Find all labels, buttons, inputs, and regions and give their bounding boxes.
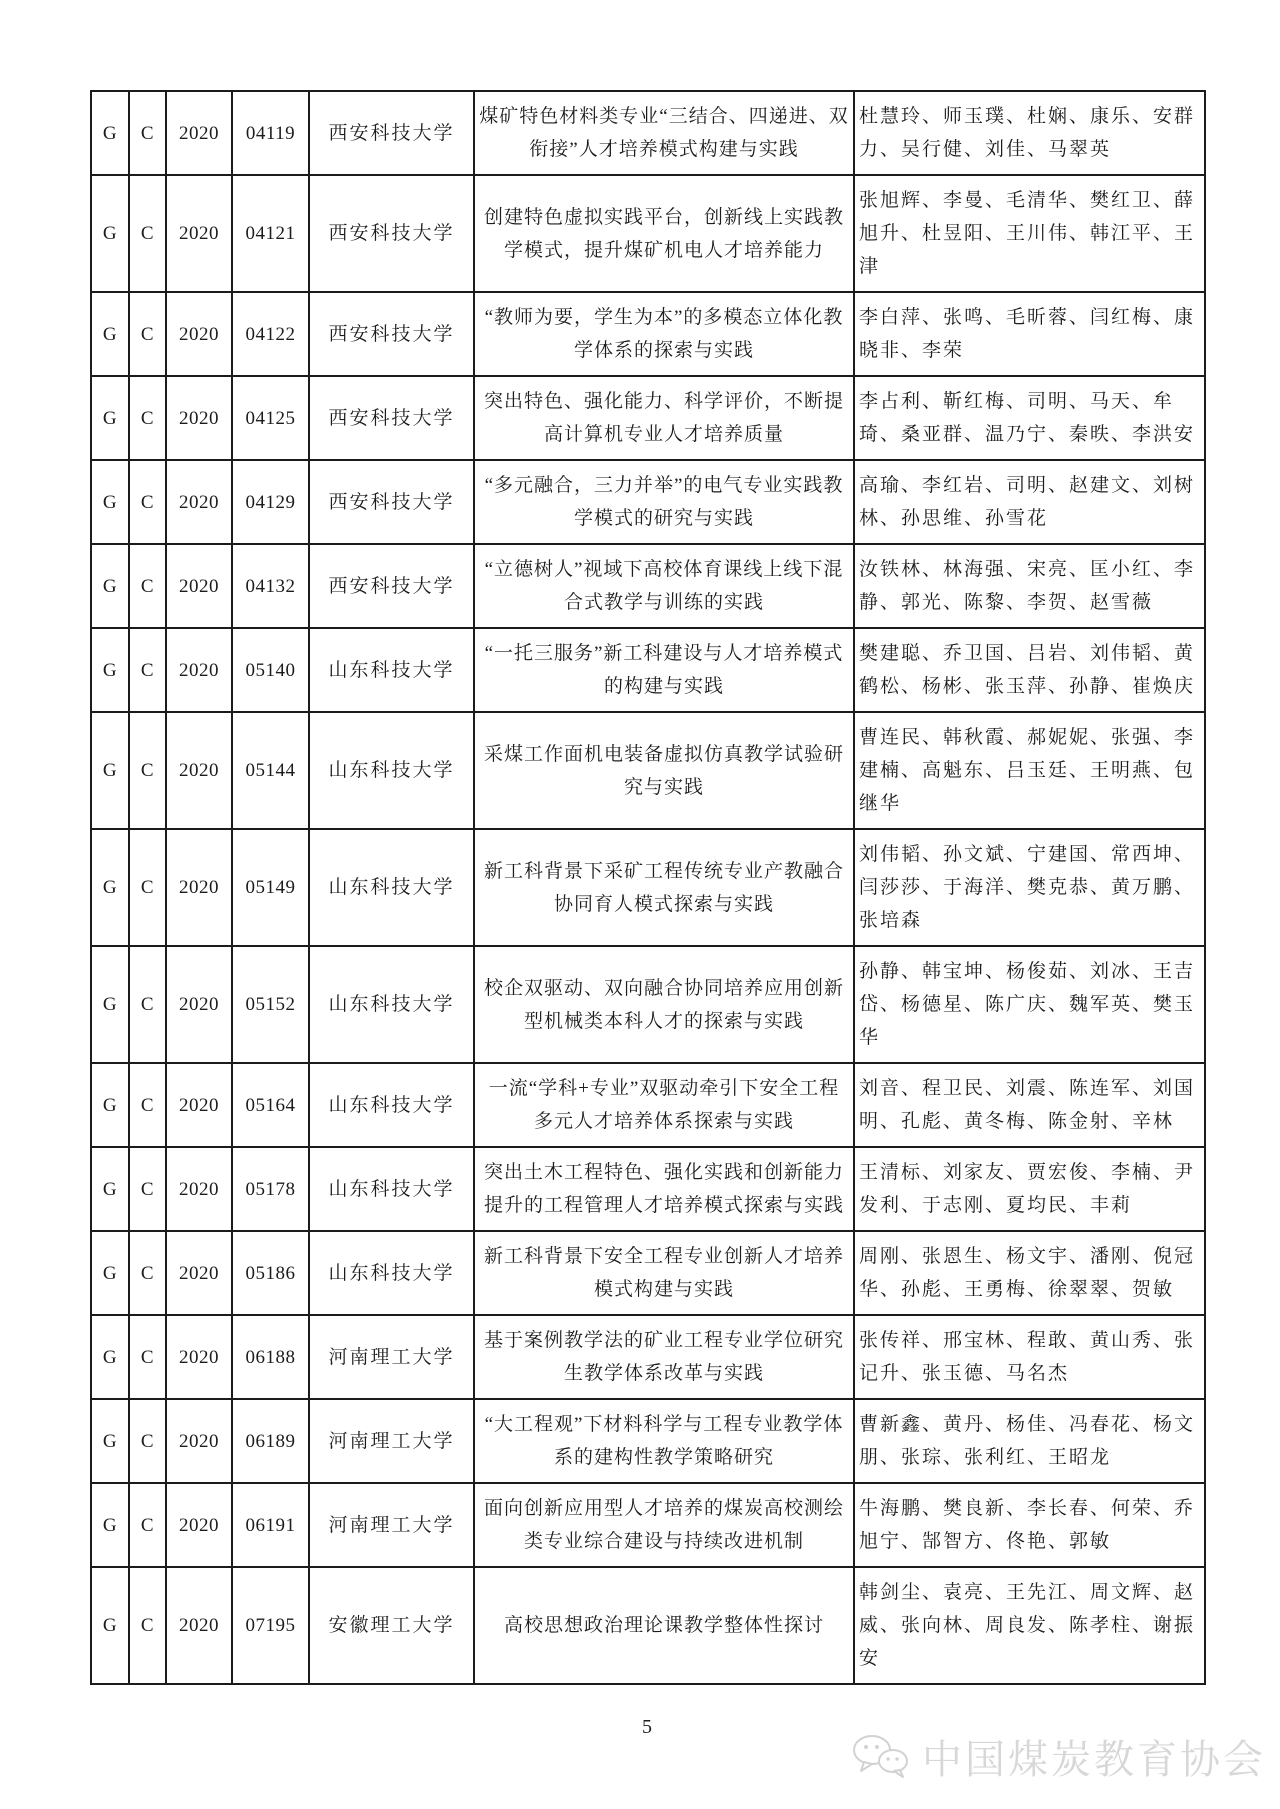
cell-category-flag-1: G: [91, 829, 129, 946]
cell-year: 2020: [166, 1483, 232, 1567]
cell-project-title: “教师为要，学生为本”的多模态立体化教学体系的探索与实践: [474, 292, 854, 376]
wechat-icon: [850, 1732, 912, 1782]
cell-university: 山东科技大学: [309, 1147, 474, 1231]
cell-project-title: “立德树人”视域下高校体育课线上线下混合式教学与训练的实践: [474, 544, 854, 628]
cell-project-code: 04122: [232, 292, 309, 376]
cell-category-flag-1: G: [91, 376, 129, 460]
cell-category-flag-1: G: [91, 1063, 129, 1147]
cell-participants: 韩剑尘、袁亮、王先江、周文辉、赵威、张向林、周良发、陈孝柱、谢振安: [854, 1567, 1205, 1684]
cell-year: 2020: [166, 1315, 232, 1399]
cell-category-flag-1: G: [91, 460, 129, 544]
cell-category-flag-1: G: [91, 712, 129, 829]
cell-project-title: 采煤工作面机电装备虚拟仿真教学试验研究与实践: [474, 712, 854, 829]
table-row: [91, 376, 1205, 460]
cell-category-flag-2: C: [129, 829, 166, 946]
cell-year: 2020: [166, 544, 232, 628]
table-row: [91, 1147, 1205, 1231]
cell-project-code: 04132: [232, 544, 309, 628]
cell-category-flag-2: C: [129, 460, 166, 544]
cell-project-code: 04119: [232, 91, 309, 175]
cell-year: 2020: [166, 460, 232, 544]
cell-university: 河南理工大学: [309, 1483, 474, 1567]
cell-category-flag-1: G: [91, 292, 129, 376]
cell-participants: 曹连民、韩秋霞、郝妮妮、张强、李建楠、高魁东、吕玉廷、王明燕、包继华: [854, 712, 1205, 829]
cell-participants: 刘伟韬、孙文斌、宁建国、常西坤、闫莎莎、于海洋、樊克恭、黄万鹏、张培森: [854, 829, 1205, 946]
cell-category-flag-2: C: [129, 1063, 166, 1147]
cell-category-flag-2: C: [129, 1399, 166, 1483]
cell-project-title: 基于案例教学法的矿业工程专业学位研究生教学体系改革与实践: [474, 1315, 854, 1399]
cell-category-flag-2: C: [129, 712, 166, 829]
cell-category-flag-2: C: [129, 1483, 166, 1567]
cell-category-flag-1: G: [91, 1147, 129, 1231]
cell-year: 2020: [166, 91, 232, 175]
cell-project-code: 05144: [232, 712, 309, 829]
cell-category-flag-1: G: [91, 946, 129, 1063]
cell-university: 山东科技大学: [309, 1063, 474, 1147]
cell-participants: 刘音、程卫民、刘震、陈连军、刘国明、孔彪、黄冬梅、陈金射、辛林: [854, 1063, 1205, 1147]
cell-year: 2020: [166, 829, 232, 946]
table-row: [91, 91, 1205, 175]
cell-project-code: 04129: [232, 460, 309, 544]
cell-participants: 周刚、张恩生、杨文宇、潘刚、倪冠华、孙彪、王勇梅、徐翠翠、贺敏: [854, 1231, 1205, 1315]
cell-project-code: 05178: [232, 1147, 309, 1231]
cell-university: 西安科技大学: [309, 175, 474, 292]
cell-category-flag-2: C: [129, 544, 166, 628]
cell-university: 西安科技大学: [309, 460, 474, 544]
cell-project-title: “多元融合，三力并举”的电气专业实践教学模式的研究与实践: [474, 460, 854, 544]
cell-year: 2020: [166, 1063, 232, 1147]
table-row: [91, 829, 1205, 946]
table-row: [91, 1063, 1205, 1147]
cell-category-flag-2: C: [129, 292, 166, 376]
cell-university: 山东科技大学: [309, 946, 474, 1063]
cell-year: 2020: [166, 175, 232, 292]
cell-project-title: 新工科背景下采矿工程传统专业产教融合协同育人模式探索与实践: [474, 829, 854, 946]
cell-category-flag-2: C: [129, 91, 166, 175]
table-row: [91, 712, 1205, 829]
cell-project-title: 一流“学科+专业”双驱动牵引下安全工程多元人才培养体系探索与实践: [474, 1063, 854, 1147]
cell-project-code: 07195: [232, 1567, 309, 1684]
project-approval-table: [90, 90, 1206, 1685]
cell-project-code: 06188: [232, 1315, 309, 1399]
cell-participants: 樊建聪、乔卫国、吕岩、刘伟韬、黄鹤松、杨彬、张玉萍、孙静、崔焕庆: [854, 628, 1205, 712]
table-row: [91, 1483, 1205, 1567]
cell-category-flag-1: G: [91, 91, 129, 175]
cell-category-flag-2: C: [129, 376, 166, 460]
cell-category-flag-1: G: [91, 1399, 129, 1483]
cell-participants: 李白萍、张鸣、毛昕蓉、闫红梅、康晓非、李荣: [854, 292, 1205, 376]
cell-category-flag-1: G: [91, 1231, 129, 1315]
table-row: [91, 1315, 1205, 1399]
cell-project-code: 06191: [232, 1483, 309, 1567]
cell-project-code: 05152: [232, 946, 309, 1063]
cell-category-flag-2: C: [129, 175, 166, 292]
watermark: [850, 1728, 1266, 1785]
cell-category-flag-1: G: [91, 1483, 129, 1567]
table-row: [91, 292, 1205, 376]
cell-project-code: 05164: [232, 1063, 309, 1147]
cell-participants: 李占利、靳红梅、司明、马天、牟琦、桑亚群、温乃宁、秦昳、李洪安: [854, 376, 1205, 460]
table-row: [91, 628, 1205, 712]
cell-participants: 牛海鹏、樊良新、李长春、何荣、乔旭宁、郜智方、佟艳、郭敏: [854, 1483, 1205, 1567]
cell-university: 西安科技大学: [309, 292, 474, 376]
cell-category-flag-1: G: [91, 544, 129, 628]
page-number: 5: [642, 1716, 652, 1738]
cell-participants: 曹新鑫、黄丹、杨佳、冯春花、杨文朋、张琮、张利红、王昭龙: [854, 1399, 1205, 1483]
table-row: [91, 544, 1205, 628]
cell-category-flag-2: C: [129, 1567, 166, 1684]
cell-project-code: 04121: [232, 175, 309, 292]
cell-project-title: “大工程观”下材料科学与工程专业教学体系的建构性教学策略研究: [474, 1399, 854, 1483]
cell-university: 山东科技大学: [309, 1231, 474, 1315]
cell-participants: 孙静、韩宝坤、杨俊茹、刘冰、王吉岱、杨德星、陈广庆、魏军英、樊玉华: [854, 946, 1205, 1063]
cell-project-title: 突出土木工程特色、强化实践和创新能力提升的工程管理人才培养模式探索与实践: [474, 1147, 854, 1231]
cell-project-code: 05140: [232, 628, 309, 712]
cell-participants: 张传祥、邢宝林、程敢、黄山秀、张记升、张玉德、马名杰: [854, 1315, 1205, 1399]
cell-project-title: “一托三服务”新工科建设与人才培养模式的构建与实践: [474, 628, 854, 712]
cell-participants: 张旭辉、李曼、毛清华、樊红卫、薛旭升、杜昱阳、王川伟、韩江平、王津: [854, 175, 1205, 292]
cell-year: 2020: [166, 1567, 232, 1684]
cell-participants: 王清标、刘家友、贾宏俊、李楠、尹发利、于志刚、夏均民、丰莉: [854, 1147, 1205, 1231]
cell-university: 河南理工大学: [309, 1399, 474, 1483]
cell-participants: 杜慧玲、师玉璞、杜娴、康乐、安群力、吴行健、刘佳、马翠英: [854, 91, 1205, 175]
cell-year: 2020: [166, 712, 232, 829]
table-row: [91, 1231, 1205, 1315]
cell-university: 西安科技大学: [309, 376, 474, 460]
cell-category-flag-2: C: [129, 946, 166, 1063]
cell-category-flag-2: C: [129, 1231, 166, 1315]
cell-year: 2020: [166, 1399, 232, 1483]
cell-year: 2020: [166, 628, 232, 712]
table-row: [91, 1567, 1205, 1684]
cell-category-flag-1: G: [91, 175, 129, 292]
cell-project-code: 06189: [232, 1399, 309, 1483]
cell-participants: 汝铁林、林海强、宋亮、匡小红、李静、郭光、陈黎、李贺、赵雪薇: [854, 544, 1205, 628]
table-row: [91, 946, 1205, 1063]
cell-university: 山东科技大学: [309, 829, 474, 946]
table-row: [91, 460, 1205, 544]
cell-project-code: 04125: [232, 376, 309, 460]
cell-project-title: 校企双驱动、双向融合协同培养应用创新型机械类本科人才的探索与实践: [474, 946, 854, 1063]
watermark-text: 中国煤炭教育协会: [922, 1737, 1266, 1782]
cell-university: 河南理工大学: [309, 1315, 474, 1399]
cell-year: 2020: [166, 1231, 232, 1315]
cell-category-flag-1: G: [91, 1567, 129, 1684]
cell-category-flag-2: C: [129, 1147, 166, 1231]
cell-university: 西安科技大学: [309, 544, 474, 628]
cell-university: 安徽理工大学: [309, 1567, 474, 1684]
cell-project-title: 创建特色虚拟实践平台，创新线上实践教学模式，提升煤矿机电人才培养能力: [474, 175, 854, 292]
cell-category-flag-1: G: [91, 628, 129, 712]
cell-year: 2020: [166, 376, 232, 460]
cell-category-flag-2: C: [129, 1315, 166, 1399]
table-row: [91, 175, 1205, 292]
cell-year: 2020: [166, 292, 232, 376]
cell-category-flag-2: C: [129, 628, 166, 712]
cell-participants: 高瑜、李红岩、司明、赵建文、刘树林、孙思维、孙雪花: [854, 460, 1205, 544]
cell-university: 西安科技大学: [309, 91, 474, 175]
cell-year: 2020: [166, 1147, 232, 1231]
cell-project-title: 高校思想政治理论课教学整体性探讨: [474, 1567, 854, 1684]
cell-category-flag-1: G: [91, 1315, 129, 1399]
cell-project-title: 面向创新应用型人才培养的煤炭高校测绘类专业综合建设与持续改进机制: [474, 1483, 854, 1567]
cell-year: 2020: [166, 946, 232, 1063]
cell-project-title: 突出特色、强化能力、科学评价，不断提高计算机专业人才培养质量: [474, 376, 854, 460]
cell-university: 山东科技大学: [309, 628, 474, 712]
table-row: [91, 1399, 1205, 1483]
cell-project-title: 煤矿特色材料类专业“三结合、四递进、双衔接”人才培养模式构建与实践: [474, 91, 854, 175]
cell-project-code: 05186: [232, 1231, 309, 1315]
cell-project-title: 新工科背景下安全工程专业创新人才培养模式构建与实践: [474, 1231, 854, 1315]
cell-university: 山东科技大学: [309, 712, 474, 829]
cell-project-code: 05149: [232, 829, 309, 946]
